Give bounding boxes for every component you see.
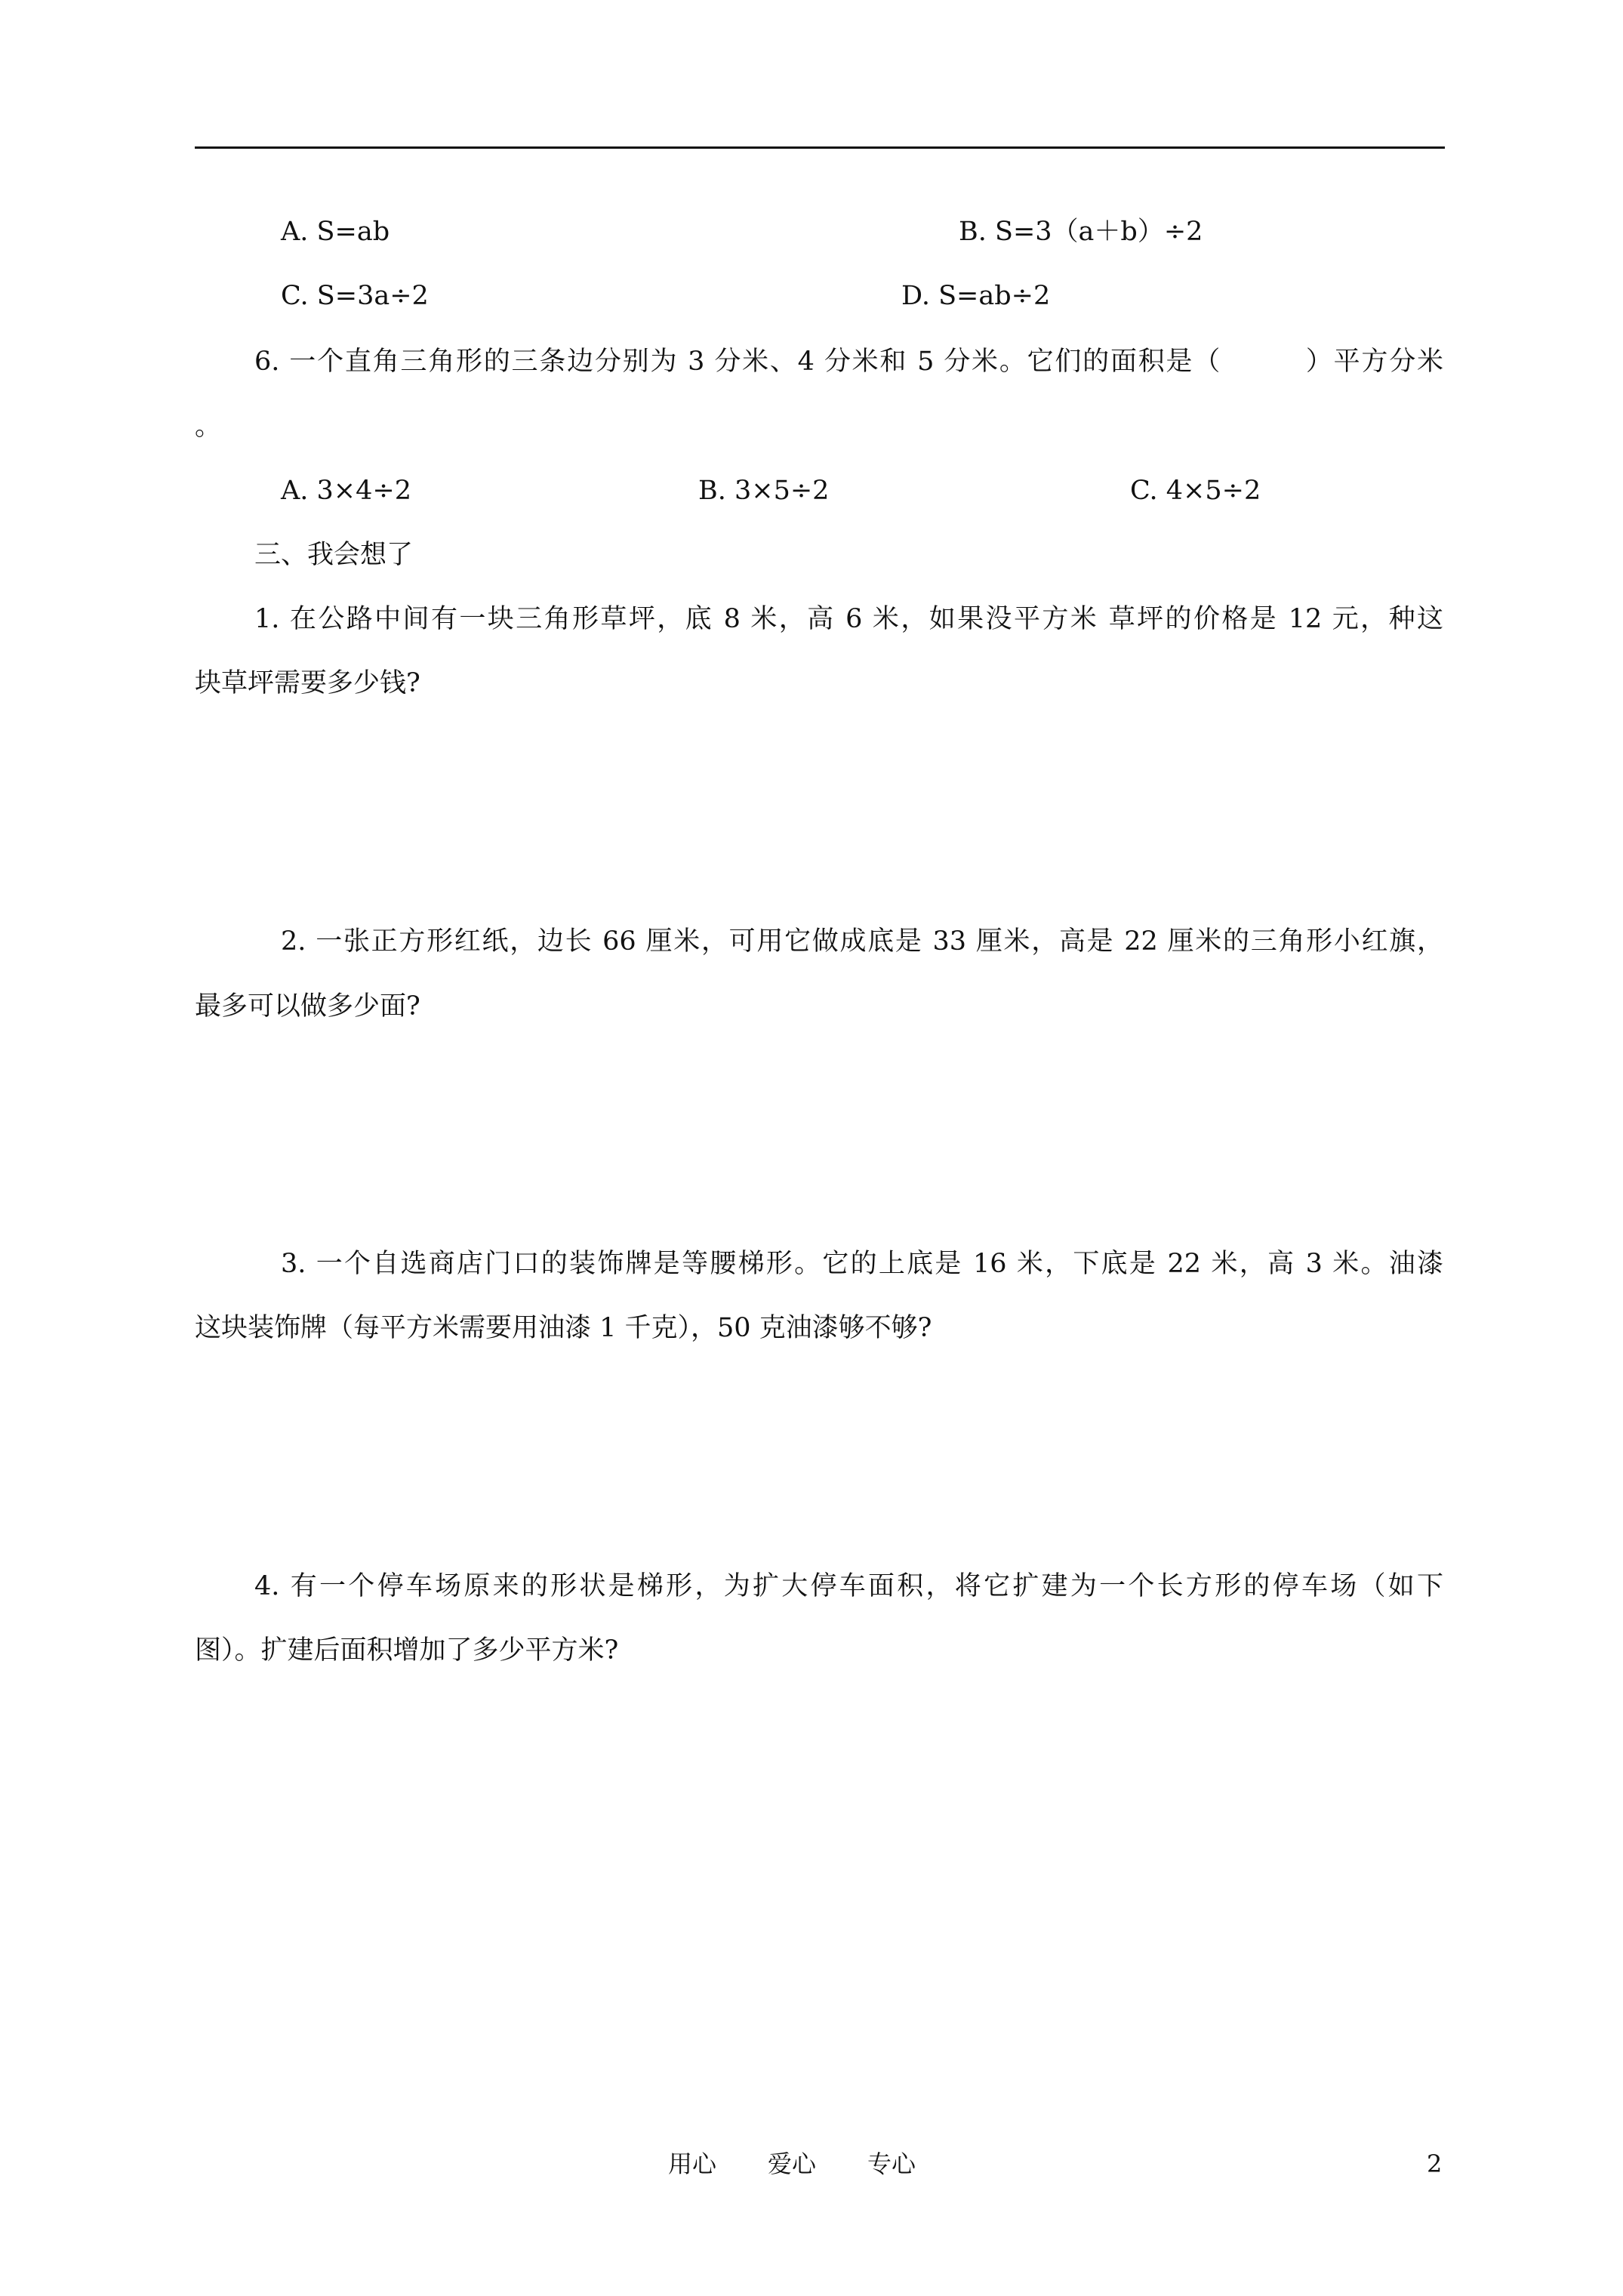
q6-stem-after: ）平方分米 [1304,347,1443,377]
problem-1-line-2: 块草坪需要多少钱? [195,668,420,698]
footer-motto-3: 专心 [867,2150,916,2178]
q5-option-c: C. S=3a÷2 [281,281,429,311]
page-number: 2 [1427,2150,1443,2178]
q6-option-a: A. 3×4÷2 [281,476,411,506]
q6-option-b: B. 3×5÷2 [698,476,830,506]
problem-1-line-1: 1. 在公路中间有一块三角形草坪，底 8 米，高 6 米，如果没平方米 草坪的价格是 12 元，种这 [254,604,1443,634]
section-title: 三、我会想了 [254,540,414,570]
footer-motto-2: 爱心 [768,2150,817,2178]
problem-3-line-2: 这块装饰牌（每平方米需要用油漆 1 千克），50 克油漆够不够? [195,1313,932,1343]
problem-2-line-2: 最多可以做多少面? [195,991,420,1022]
q5-option-a: A. S=ab [281,217,390,247]
q5-option-d: D. S=ab÷2 [901,281,1051,311]
problem-2-line-1: 2. 一张正方形红纸，边长 66 厘米，可用它做成底是 33 厘米，高是 22 厘米的三角形小红旗， [281,926,1443,957]
q6-option-c: C. 4×5÷2 [1130,476,1261,506]
problem-3-line-1: 3. 一个自选商店门口的装饰牌是等腰梯形。它的上底是 16 米，下底是 22 米，高 3 米。油漆 [281,1249,1443,1279]
footer-motto-1: 用心 [668,2150,717,2178]
q6-stem-before: 6. 一个直角三角形的三条边分别为 3 分米、4 分米和 5 分米。它们的面积是（ [254,347,1222,377]
q6-stem-tail: 。 [195,411,222,442]
q5-option-b: B. S=3（a＋b）÷2 [959,217,1203,247]
header-rule [195,146,1445,149]
q6-stem [254,347,1443,377]
problem-4-line-2: 图）。扩建后面积增加了多少平方米? [195,1635,619,1666]
problem-4-line-1: 4. 有一个停车场原来的形状是梯形，为扩大停车面积，将它扩建为一个长方形的停车场（如下 [254,1571,1443,1601]
